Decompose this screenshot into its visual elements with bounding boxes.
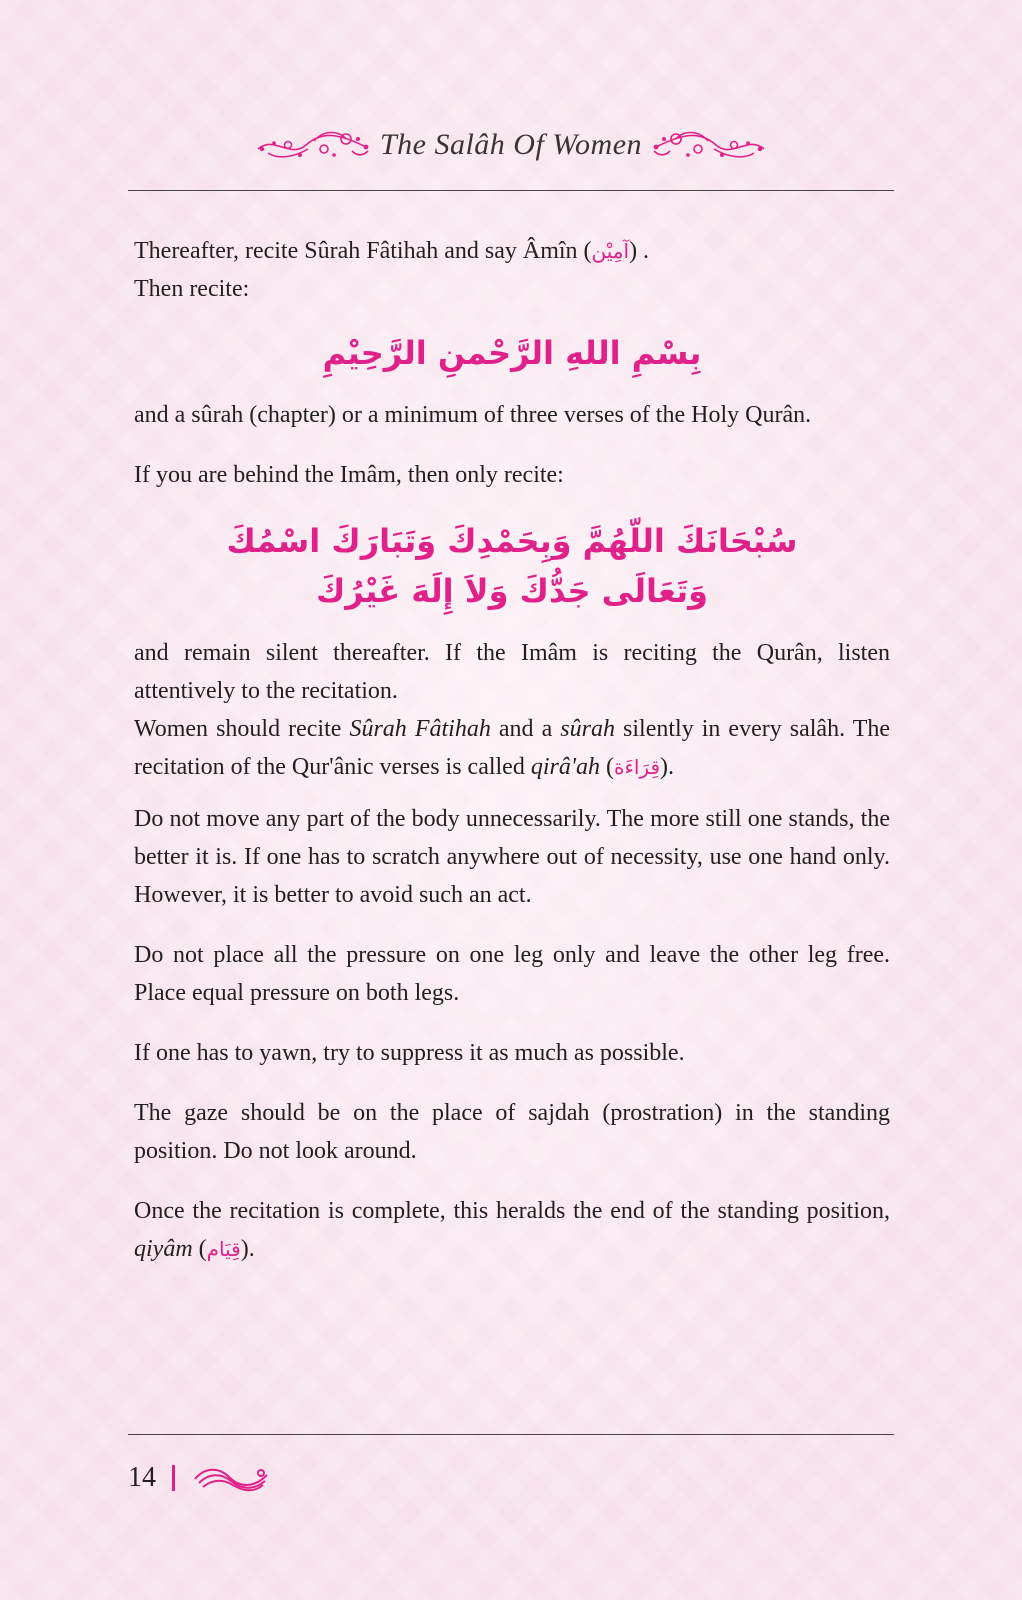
page-number: 14 <box>128 1462 156 1493</box>
arabic-qiraah: قِرَاءَة <box>613 755 661 779</box>
paragraph-then-recite: Then recite: <box>134 276 250 302</box>
paragraph-yawn: If one has to yawn, try to suppress it as much as possible. <box>134 1040 685 1066</box>
paragraph-surah: and a sûrah (chapter) or a minimum of three verses of the Holy Qurân. <box>134 402 812 428</box>
footer-bar <box>172 1465 175 1491</box>
paragraph-do-not-move: Do not move any part of the body unnecessarily. The more still one stands, the better it is. If one has to scratch anywhere out of necessity, use one hand only. However, it is better to avoid such an act. <box>134 806 890 908</box>
footer-divider <box>128 1434 894 1435</box>
right-floral-ornament-icon <box>650 125 768 165</box>
running-header <box>0 122 1022 168</box>
paragraph-behind-imam: If you are behind the Imâm, then only recite: <box>134 462 564 488</box>
left-floral-ornament-icon <box>254 125 372 165</box>
paragraph-remain-silent: and remain silent thereafter. If the Imâm is reciting the Qurân, listen attentively to the recitation. <box>134 640 890 704</box>
paragraph-pressure: Do not place all the pressure on one leg only and leave the other leg free. Place equal pressure on both legs. <box>134 942 890 1006</box>
arabic-thana <box>134 516 890 616</box>
paragraph-women-recite: Women should recite Sûrah Fâtihah and a sûrah silently in every salâh. The recitation of the Qur'ânic verses is called qirâ'ah (قِرَاءَة). <box>134 716 891 780</box>
arabic-bismillah: بِسْمِ اللهِ الرَّحْمنِ الرَّحِيْمِ <box>322 334 702 372</box>
paragraph-gaze: The gaze should be on the place of sajdah (prostration) in the standing position. Do not look around. <box>134 1100 890 1164</box>
arabic-amin: آمِيْن <box>591 239 630 263</box>
swirl-ornament-icon <box>191 1463 271 1493</box>
arabic-qiyam: قِيَام <box>206 1237 241 1261</box>
header-divider <box>128 190 894 191</box>
paragraph-qiyam: Once the recitation is complete, this heralds the end of the standing position, qiyâm (قِيَام). <box>134 1198 890 1262</box>
page-footer <box>128 1458 271 1498</box>
arabic-thana-line-1: سُبْحَانَكَ اللّهُمَّ وَبِحَمْدِكَ وَتَبَارَكَ اسْمُكَ <box>226 522 798 560</box>
arabic-thana-line-2: وَتَعَالَى جَدُّكَ وَلاَ إِلَهَ غَيْرُكَ <box>315 572 709 610</box>
paragraph-fatihah: Thereafter, recite Sûrah Fâtihah and say Âmîn (آمِيْن) . <box>134 238 650 264</box>
header-title: The Salâh Of Women <box>379 128 643 161</box>
page-body <box>134 232 890 1268</box>
